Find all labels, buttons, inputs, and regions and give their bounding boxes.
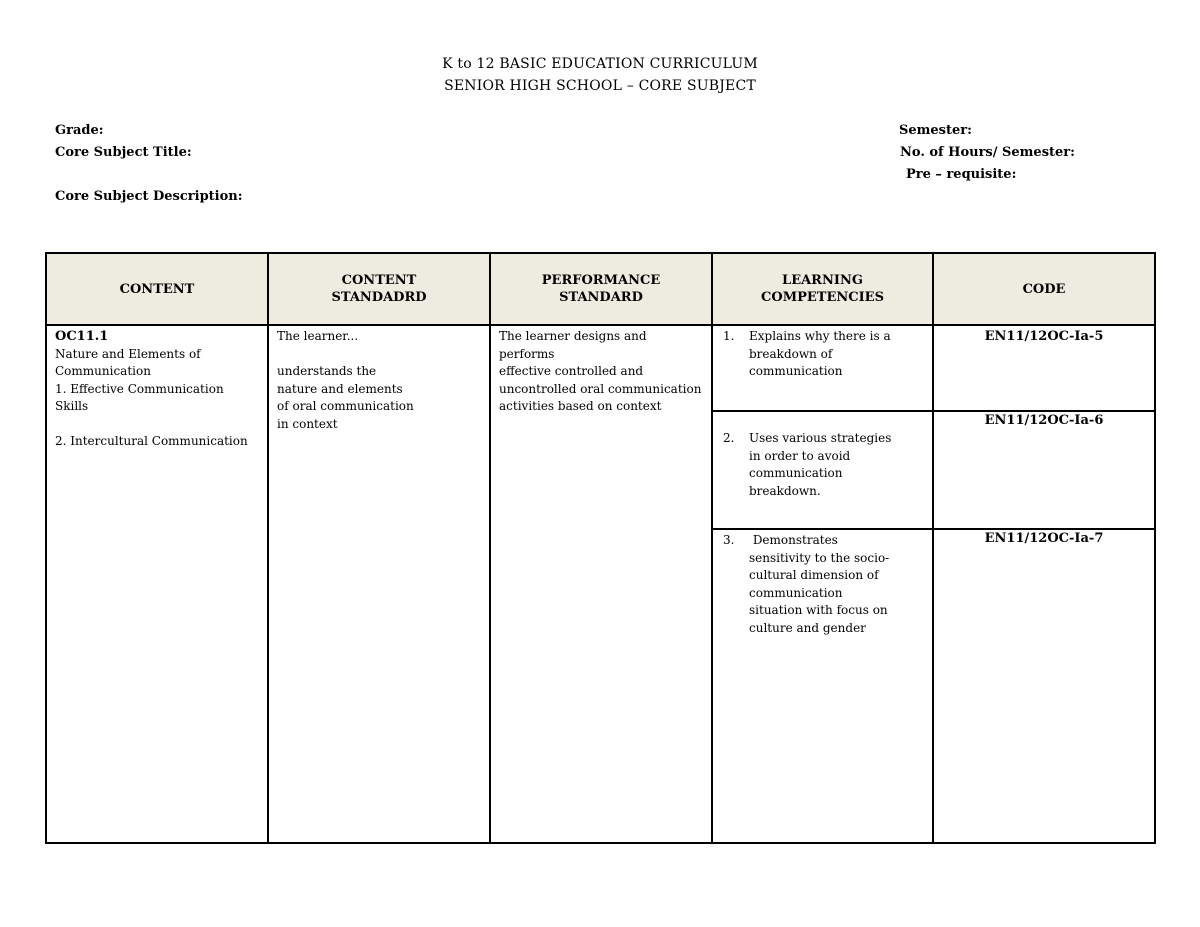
header-content: CONTENT <box>46 253 268 325</box>
content-line: 2. Intercultural Communication <box>55 434 248 448</box>
competency-item <box>713 412 932 528</box>
performance-standard-line: uncontrolled oral communication <box>499 381 702 396</box>
competency-text: Uses various strategies <box>749 431 892 445</box>
header-learning-competencies: LEARNING COMPETENCIES <box>712 253 933 325</box>
competency-code: EN11/12OC-Ia-7 <box>984 531 1104 546</box>
competency-text: culture and gender <box>749 620 866 635</box>
competency-code: EN11/12OC-Ia-6 <box>984 413 1104 428</box>
header-performance-standard: PERFORMANCE STANDARD <box>490 253 712 325</box>
content-standard-line: of oral communication <box>277 399 414 413</box>
content-line: Communication <box>55 364 151 378</box>
prerequisite-label: Pre – requisite: <box>906 167 1017 182</box>
content-standard-line: The learner... <box>277 329 359 343</box>
performance-standard-cell <box>490 325 712 843</box>
competency-text: breakdown. <box>749 483 821 498</box>
semester-label: Semester: <box>899 123 972 138</box>
content-standard-line: in context <box>277 416 338 431</box>
content-line: 1. Effective Communication <box>55 381 224 396</box>
competency-text: Explains why there is a <box>749 329 891 343</box>
content-line: Skills <box>55 399 89 413</box>
header-code: CODE <box>933 253 1155 325</box>
document-title: K to 12 BASIC EDUCATION CURRICULUM <box>442 56 758 72</box>
competency-number: 1. <box>723 329 735 343</box>
competency-text: communication <box>749 364 843 378</box>
competency-item <box>713 530 932 830</box>
header-content-standard: CONTENT STANDADRD <box>268 253 490 325</box>
competency-code: EN11/12OC-Ia-5 <box>984 329 1104 344</box>
competency-item <box>713 326 932 410</box>
content-code: OC11.1 <box>55 329 109 344</box>
competency-number: 2. <box>723 431 735 445</box>
competency-text: Demonstrates <box>749 533 838 547</box>
learning-competencies-cell <box>712 325 933 843</box>
competency-text: situation with focus on <box>749 603 888 617</box>
content-line: Nature and Elements of <box>55 346 201 361</box>
performance-standard-line: activities based on context <box>499 399 662 413</box>
competency-text: cultural dimension of <box>749 568 879 582</box>
grade-label: Grade: <box>55 123 104 138</box>
competency-text: communication <box>749 585 843 600</box>
competency-text: breakdown of <box>749 346 833 361</box>
content-cell <box>46 325 268 843</box>
performance-standard-line: effective controlled and <box>499 364 644 378</box>
performance-standard-line: The learner designs and performs <box>499 329 647 361</box>
core-subject-description-label: Core Subject Description: <box>55 189 243 204</box>
code-cell <box>933 325 1155 843</box>
competency-text: sensitivity to the socio- <box>749 550 890 565</box>
content-standard-cell <box>268 325 490 843</box>
curriculum-table <box>45 252 1156 844</box>
content-standard-line: understands the <box>277 364 377 378</box>
competency-number: 3. <box>723 533 735 547</box>
hours-per-semester-label: No. of Hours/ Semester: <box>900 145 1075 160</box>
table-row <box>46 325 1155 843</box>
core-subject-title-label: Core Subject Title: <box>55 145 192 160</box>
competency-text: communication <box>749 466 843 480</box>
competency-text: in order to avoid <box>749 448 851 463</box>
table-header-row <box>46 253 1155 325</box>
document-subtitle: SENIOR HIGH SCHOOL – CORE SUBJECT <box>444 78 756 94</box>
content-standard-line: nature and elements <box>277 381 403 396</box>
